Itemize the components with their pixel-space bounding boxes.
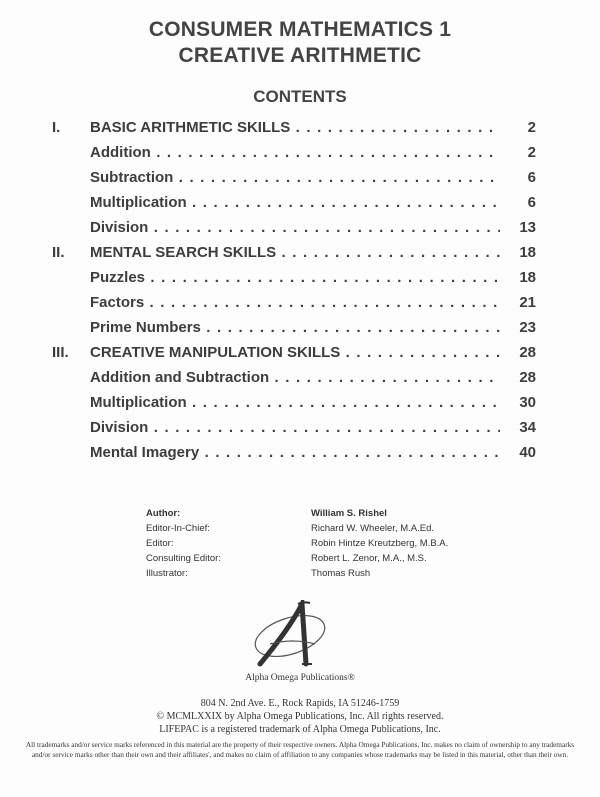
toc-row — [0, 319, 600, 344]
toc-entry-label: Subtraction . . . — [90, 169, 500, 186]
toc-page-number: 18 — [519, 269, 536, 286]
toc-row — [0, 169, 600, 194]
toc-row — [0, 369, 600, 394]
toc-section-number: III. — [52, 344, 69, 361]
toc-page-number: 6 — [527, 194, 536, 211]
credit-role: Editor: — [146, 538, 174, 549]
credit-role: Editor-In-Chief: — [146, 523, 210, 534]
page-title-line2: CREATIVE ARITHMETIC — [178, 44, 422, 67]
credit-role: Consulting Editor: — [146, 553, 221, 564]
trademark-notice: LIFEPAC is a registered trademark of Alpha Omega Publications, Inc. — [159, 724, 441, 735]
toc-page-number: 13 — [519, 219, 536, 236]
toc-row — [0, 219, 600, 244]
toc-row — [0, 144, 600, 169]
credit-name: Robert L. Zenor, M.A., M.S. — [311, 553, 427, 564]
toc-entry-label: Multiplication . . . — [90, 194, 500, 211]
credit-name: William S. Rishel — [311, 508, 387, 519]
credit-role: Illustrator: — [146, 568, 188, 579]
toc-page-number: 6 — [527, 169, 536, 186]
credit-name: Richard W. Wheeler, M.A.Ed. — [311, 523, 435, 534]
toc-row — [0, 419, 600, 444]
copyright-notice: © MCMLXXIX by Alpha Omega Publications, Inc. All rights reserved. — [156, 711, 444, 722]
contents-heading: CONTENTS — [253, 87, 347, 106]
toc-entry-label: Factors . . . — [90, 294, 500, 311]
toc-entry-label: Addition . . . — [90, 144, 500, 161]
toc-entry-label: CREATIVE MANIPULATION SKILLS . . . — [90, 344, 500, 361]
toc-entry-label: Division . . . — [90, 419, 500, 436]
credit-row — [0, 523, 600, 539]
toc-row — [0, 244, 600, 269]
toc-entry-label: Addition and Subtraction . . . — [90, 369, 500, 386]
toc-row — [0, 194, 600, 219]
page-title-line1: CONSUMER MATHEMATICS 1 — [148, 18, 452, 41]
credit-row — [0, 508, 600, 524]
toc-row — [0, 119, 600, 144]
publisher-logo-text: Alpha Omega Publications® — [245, 673, 355, 683]
toc-entry-label: Mental Imagery . . . — [90, 444, 500, 461]
toc-page-number: 28 — [519, 344, 536, 361]
toc-entry-label: Division . . . — [90, 219, 500, 236]
toc-page-number: 18 — [519, 244, 536, 261]
publisher-address: 804 N. 2nd Ave. E., Rock Rapids, IA 51246-1759 — [200, 698, 400, 709]
toc-entry-label: Multiplication . . . — [90, 394, 500, 411]
toc-row — [0, 344, 600, 369]
credit-role: Author: — [146, 508, 181, 519]
toc-page-number: 23 — [519, 319, 536, 336]
alpha-omega-logo-icon — [240, 600, 340, 670]
credit-row — [0, 553, 600, 569]
trademark-disclaimer: All trademarks and/or service marks referenced in this material are the property of their respective owners. Alpha Omega Publications, Inc. makes no claim of ownership to any trademarks and/or service marks other than their own and their affiliates', and makes no claim of affiliation to any companies whose trademarks may be listed in this material, other than their own. — [25, 740, 575, 759]
toc-page-number: 2 — [527, 144, 536, 161]
toc-page-number: 34 — [519, 419, 536, 436]
credit-row — [0, 538, 600, 554]
toc-page-number: 2 — [527, 119, 536, 136]
toc-row — [0, 444, 600, 469]
toc-entry-label: Prime Numbers . . . — [90, 319, 500, 336]
toc-section-number: I. — [52, 119, 61, 136]
toc-page-number: 28 — [519, 369, 536, 386]
toc-row — [0, 294, 600, 319]
toc-row — [0, 269, 600, 294]
toc-entry-label: BASIC ARITHMETIC SKILLS . . . — [90, 119, 500, 136]
toc-row — [0, 394, 600, 419]
toc-entry-label: Puzzles . . . — [90, 269, 500, 286]
credit-name: Robin Hintze Kreutzberg, M.B.A. — [311, 538, 449, 549]
toc-entry-label: MENTAL SEARCH SKILLS . . . — [90, 244, 500, 261]
toc-page-number: 40 — [519, 444, 536, 461]
toc-page-number: 21 — [519, 294, 536, 311]
credit-row — [0, 568, 600, 584]
toc-page-number: 30 — [519, 394, 536, 411]
credit-name: Thomas Rush — [311, 568, 371, 579]
toc-section-number: II. — [52, 244, 65, 261]
